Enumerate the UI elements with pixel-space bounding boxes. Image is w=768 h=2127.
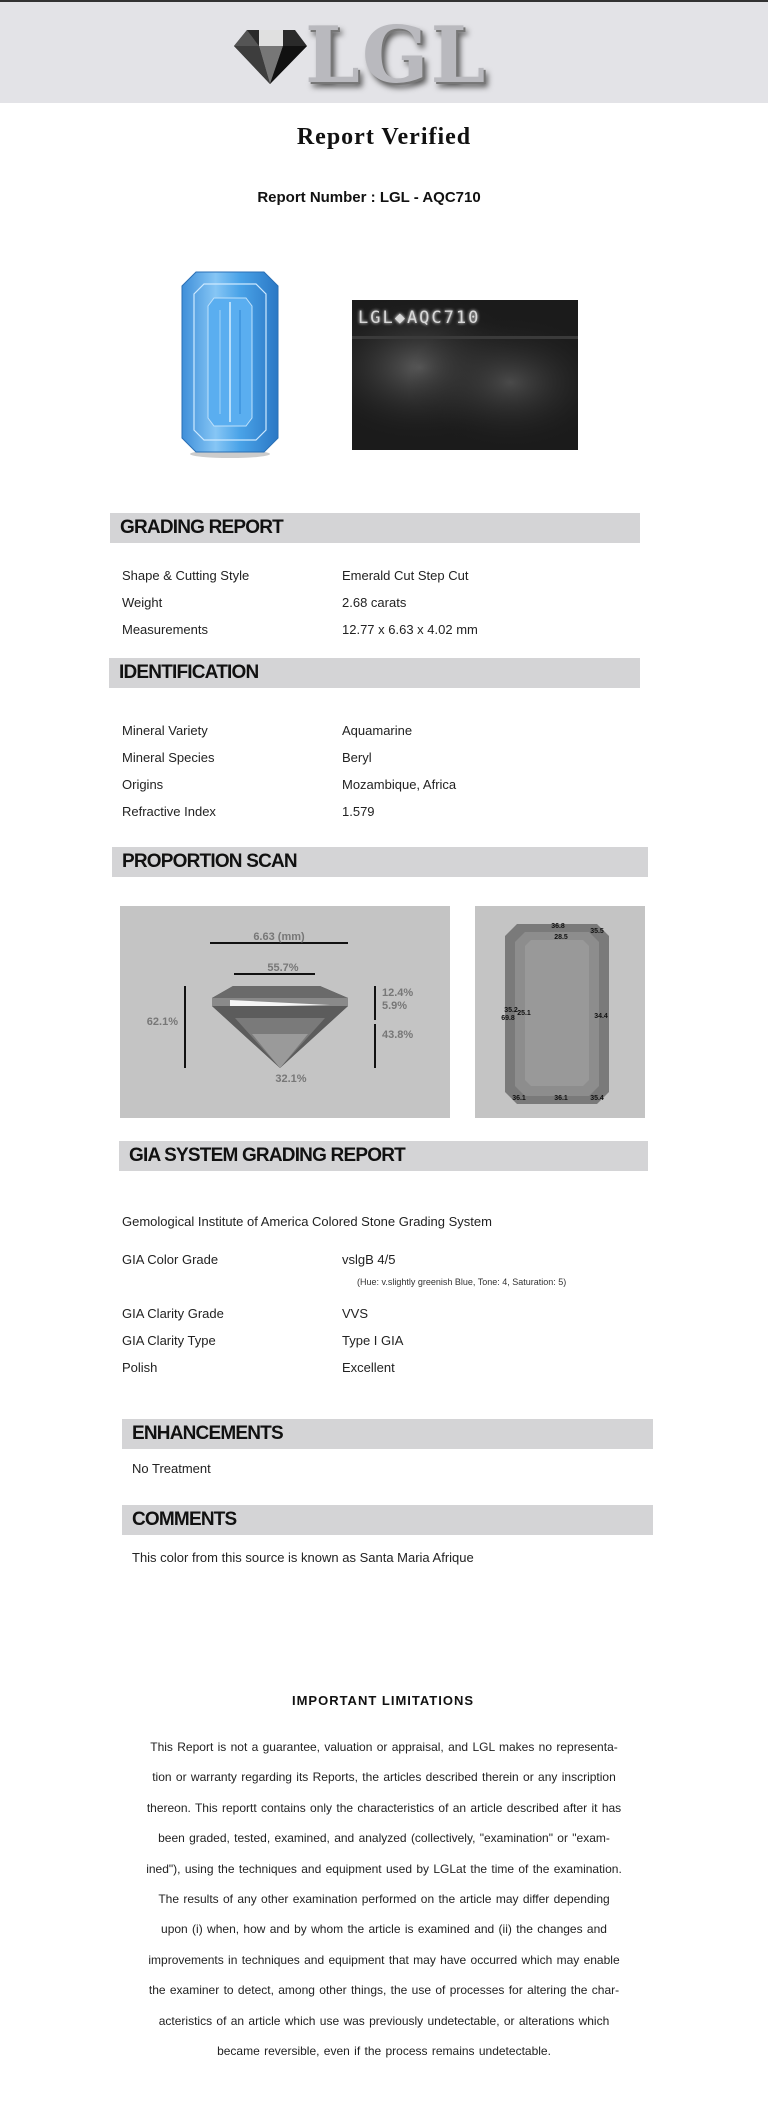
limitations-line: tion or warranty regarding its Reports, the articles described therein or any inscription <box>152 1770 616 1785</box>
right-value: 34.4 <box>594 1013 608 1020</box>
lgl-logo <box>233 10 493 101</box>
left-a: 35.2 <box>504 1007 518 1014</box>
gia-color-value: vslgB 4/5 <box>342 1252 396 1267</box>
gia-report-heading: GIA SYSTEM GRADING REPORT <box>119 1141 648 1171</box>
top-a: 36.8 <box>551 923 565 930</box>
measurements-label: Measurements <box>122 622 208 637</box>
gia-subtitle: Gemological Institute of America Colored Stone Grading System <box>122 1214 492 1229</box>
polish-label: Polish <box>122 1360 158 1375</box>
limitations-heading: IMPORTANT LIMITATIONS <box>291 1693 475 1708</box>
depth-pct: 62.1% <box>146 1016 178 1028</box>
limitations-line: been graded, tested, examined, and analyzed (collectively, "examination" or "exam- <box>158 1831 610 1846</box>
limitations-line: improvements in techniques and equipment that may have occurred which may enable <box>148 1952 620 1967</box>
comments-heading: COMMENTS <box>122 1505 653 1535</box>
limitations-line: acteristics of an article which use was previously undetectable, or alterations which <box>158 2013 610 2028</box>
top-right: 35.5 <box>590 928 604 935</box>
refractive-index-label: Refractive Index <box>122 804 216 819</box>
weight-value: 2.68 carats <box>342 595 407 610</box>
gia-color-note: (Hue: v.slightly greenish Blue, Tone: 4, Saturation: 5) <box>357 1277 567 1287</box>
weight-label: Weight <box>122 595 163 610</box>
shape-value: Emerald Cut Step Cut <box>342 568 469 583</box>
polish-value: Excellent <box>342 1360 395 1375</box>
report-number: Report Number : LGL - AQC710 <box>257 189 481 206</box>
inscription-text: LGL◆AQC710 <box>358 308 481 328</box>
crown-pct: 12.4% <box>382 987 414 999</box>
limitations-line: thereon. This reportt contains only the characteristics of an article described after it has <box>146 1800 622 1815</box>
limitations-line: This Report is not a guarantee, valuation or appraisal, and LGL makes no representa- <box>150 1740 618 1754</box>
bottom-left: 36.1 <box>512 1095 526 1102</box>
limitations-line: The results of any other examination performed on the article may differ depending <box>158 1892 610 1907</box>
gia-clarity-grade-value: VVS <box>342 1306 369 1321</box>
limitations-line: ined"), using the techniques and equipment used by LGLat the time of the examination. <box>146 1861 622 1876</box>
proportion-side-view <box>120 906 450 1118</box>
width-label: 6.63 (mm) <box>253 931 305 943</box>
bottom-right: 35.4 <box>590 1095 604 1102</box>
page-title: Report Verified <box>296 124 472 150</box>
left-b: 69.8 <box>501 1015 515 1022</box>
logo-text: LGL <box>305 10 488 101</box>
limitations-line: upon (i) when, how and by whom the article is examined and (ii) the changes and <box>161 1922 607 1937</box>
diamond-icon <box>233 18 308 90</box>
comments-text: This color from this source is known as Santa Maria Afrique <box>132 1550 474 1565</box>
gia-clarity-type-label: GIA Clarity Type <box>122 1333 216 1348</box>
mineral-species-label: Mineral Species <box>122 750 215 765</box>
mineral-species-value: Beryl <box>342 750 372 765</box>
top-b: 28.5 <box>554 934 568 941</box>
enhancements-text: No Treatment <box>132 1461 211 1476</box>
proportion-top-view <box>475 906 645 1118</box>
measurements-value: 12.77 x 6.63 x 4.02 mm <box>342 622 478 637</box>
mineral-variety-value: Aquamarine <box>342 723 413 738</box>
limitations-paragraph <box>114 1732 654 2066</box>
identification-heading: IDENTIFICATION <box>109 658 640 688</box>
limitations-line: the examiner to detect, among other things, the use of processes for altering the char- <box>148 1983 620 1998</box>
girdle-pct: 5.9% <box>382 1000 408 1012</box>
pavilion-pct: 43.8% <box>382 1029 414 1041</box>
gem-photo <box>134 270 324 460</box>
origins-value: Mozambique, Africa <box>342 777 457 792</box>
table-pct: 55.7% <box>267 962 299 974</box>
origins-label: Origins <box>122 777 164 792</box>
left-c: 25.1 <box>517 1010 531 1017</box>
inscription-photo <box>352 300 578 450</box>
gia-color-label: GIA Color Grade <box>122 1252 219 1267</box>
shape-label: Shape & Cutting Style <box>122 568 250 583</box>
bottom-mid: 36.1 <box>554 1095 568 1102</box>
enhancements-heading: ENHANCEMENTS <box>122 1419 653 1449</box>
culet-pct: 32.1% <box>275 1073 307 1085</box>
gia-clarity-type-value: Type I GIA <box>342 1333 404 1348</box>
mineral-variety-label: Mineral Variety <box>122 723 208 738</box>
grading-report-heading: GRADING REPORT <box>110 513 640 543</box>
limitations-line: became reversible, even if the process remains undetectable. <box>217 2044 551 2059</box>
proportion-scan-heading: PROPORTION SCAN <box>112 847 648 877</box>
refractive-index-value: 1.579 <box>342 804 375 819</box>
gia-clarity-grade-label: GIA Clarity Grade <box>122 1306 224 1321</box>
